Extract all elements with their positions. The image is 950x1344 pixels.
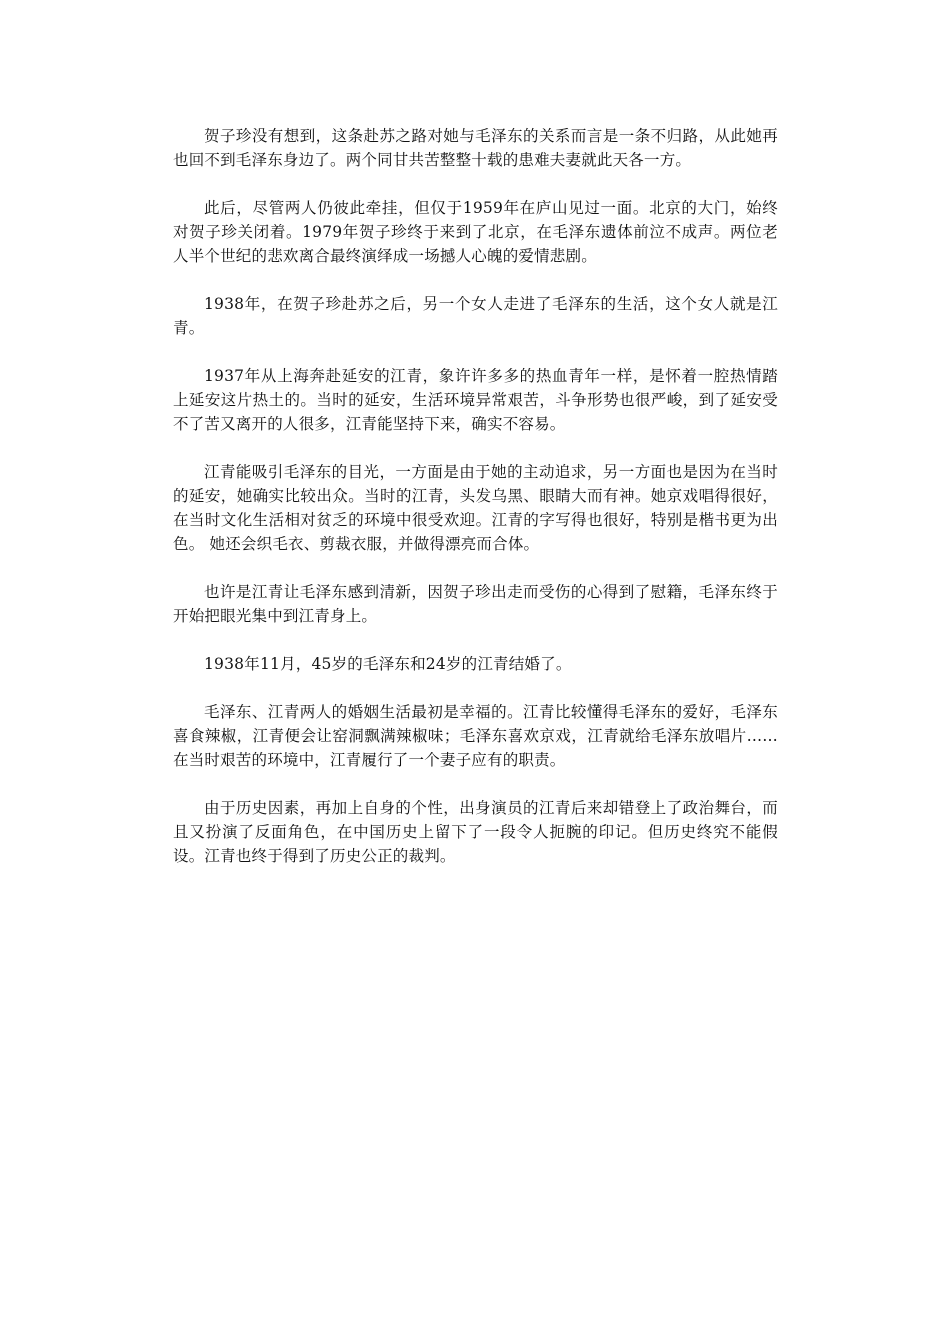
paragraph-3: 1938年，在贺子珍赴苏之后，另一个女人走进了毛泽东的生活，这个女人就是江青。	[173, 295, 778, 337]
paragraph-5: 江青能吸引毛泽东的目光，一方面是由于她的主动追求，另一方面也是因为在当时的延安，她确实比较出众。当时的江青，头发乌黑、眼睛大而有神。她京戏唱得很好，在当时文化生活相对贫乏的环境中很受欢迎。江青的字写得也很好，特别是楷书更为出色。 她还会织毛衣、剪裁衣服，并做得漂亮而合体。	[173, 463, 778, 553]
paragraph-7: 1938年11月，45岁的毛泽东和24岁的江青结婚了。	[204, 655, 572, 673]
paragraph-1: 贺子珍没有想到，这条赴苏之路对她与毛泽东的关系而言是一条不归路，从此她再也回不到毛泽东身边了。两个同甘共苦整整十载的患难夫妻就此天各一方。	[173, 127, 778, 169]
paragraph-6: 也许是江青让毛泽东感到清新，因贺子珍出走而受伤的心得到了慰籍，毛泽东终于开始把眼光集中到江青身上。	[173, 583, 778, 625]
paragraph-9: 由于历史因素，再加上自身的个性，出身演员的江青后来却错登上了政治舞台，而且又扮演了反面角色，在中国历史上留下了一段令人扼腕的印记。但历史终究不能假设。江青也终于得到了历史公正的裁判。	[173, 799, 778, 865]
paragraph-4: 1937年从上海奔赴延安的江青，象许许多多的热血青年一样，是怀着一腔热情踏上延安这片热土的。当时的延安，生活环境异常艰苦，斗争形势也很严峻，到了延安受不了苦又离开的人很多，江青能坚持下来，确实不容易。	[173, 367, 778, 433]
paragraph-8: 毛泽东、江青两人的婚姻生活最初是幸福的。江青比较懂得毛泽东的爱好，毛泽东喜食辣椒，江青便会让窑洞飘满辣椒味；毛泽东喜欢京戏，江青就给毛泽东放唱片……在当时艰苦的环境中，江青履行了一个妻子应有的职责。	[173, 703, 778, 769]
paragraph-2: 此后，尽管两人仍彼此牵挂，但仅于1959年在庐山见过一面。北京的大门，始终对贺子珍关闭着。1979年贺子珍终于来到了北京，在毛泽东遗体前泣不成声。两位老人半个世纪的悲欢离合最终演绎成一场撼人心魄的爱情悲剧。	[173, 199, 778, 265]
article-body	[173, 124, 778, 892]
